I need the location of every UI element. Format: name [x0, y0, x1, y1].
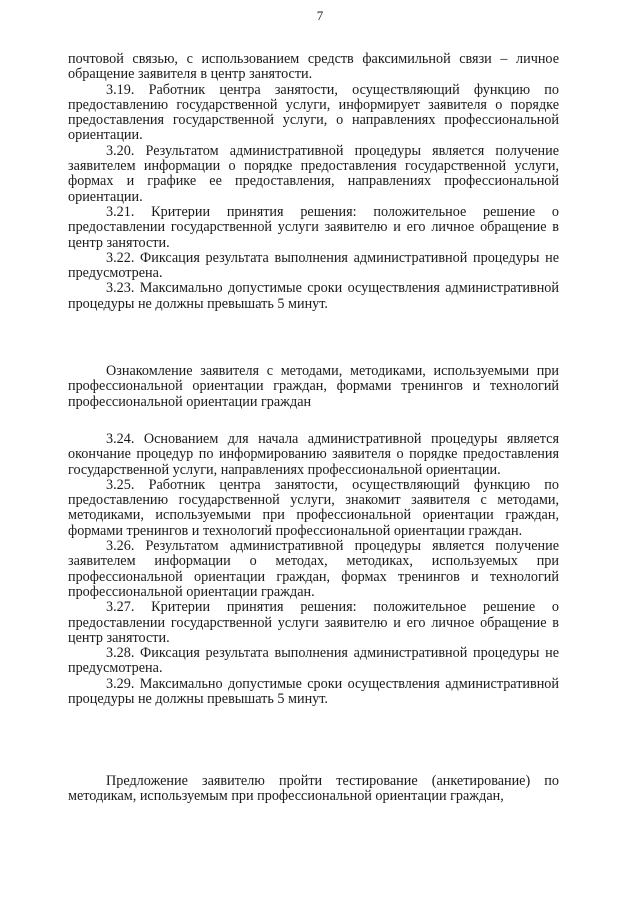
paragraph-3-25: 3.25. Работник центра занятости, осуществляющий функцию по предоставлению государственной услуги, знакомит заявителя с методами, методиками, используемыми при профессиональной ориентации граждан, формами тренингов и технологий профессиональной ориентации граждан. — [68, 476, 559, 539]
page-number: 7 — [316, 8, 324, 23]
section-heading-methods: Ознакомление заявителя с методами, методиками, используемыми при профессиональной ориентации граждан, формами тренингов и технологий профессиональной ориентации граждан — [68, 363, 559, 410]
paragraph-3-22: 3.22. Фиксация результата выполнения административной процедуры не предусмотрена. — [68, 249, 559, 282]
section-heading-testing: Предложение заявителю пройти тестирование (анкетирование) по методикам, используемым при профессиональной ориентации граждан, — [68, 773, 559, 805]
section-methods — [68, 432, 559, 707]
section-methods-heading — [68, 364, 559, 410]
section-informing — [68, 52, 559, 312]
paragraph-3-26: 3.26. Результатом административной процедуры является получение заявителем информации о методах, методиках, используемых при профессиональной ориентации граждан, формах тренингов и технологий профессиональной ориентации граждан. — [68, 538, 559, 600]
paragraph-3-23: 3.23. Максимально допустимые сроки осуществления административной процедуры не должны превышать 5 минут. — [68, 280, 559, 312]
paragraph-3-28: 3.28. Фиксация результата выполнения административной процедуры не предусмотрена. — [68, 645, 559, 677]
paragraph-continuation: почтовой связью, с использованием средств факсимильной связи – личное обращение заявителя в центр занятости. — [68, 51, 559, 83]
paragraph-3-24: 3.24. Основанием для начала административной процедуры является окончание процедур по информированию заявителя о порядке предоставления государственной услуги, направлениях профессиональной ориентации. — [68, 431, 559, 478]
paragraph-3-20: 3.20. Результатом административной процедуры является получение заявителем информации о порядке предоставления государственной услуги, формах и графике ее предоставления, направлениях профессиональной ориентации. — [68, 142, 559, 205]
paragraph-3-27: 3.27. Критерии принятия решения: положительное решение о предоставлении государственной услуги заявителю и его личное обращение в центр занятости. — [68, 599, 559, 646]
paragraph-3-21: 3.21. Критерии принятия решения: положительное решение о предоставлении государственной услуги заявителю и его личное обращение в центр занятости. — [68, 203, 559, 251]
paragraph-3-29: 3.29. Максимально допустимые сроки осуществления административной процедуры не должны превышать 5 минут. — [68, 675, 559, 708]
section-testing-heading — [68, 774, 559, 805]
paragraph-3-19: 3.19. Работник центра занятости, осуществляющий функцию по предоставлению государственной услуги, информирует заявителя о порядке предоставления государственной услуги, о направлениях профессиональной ориентации. — [68, 81, 559, 144]
